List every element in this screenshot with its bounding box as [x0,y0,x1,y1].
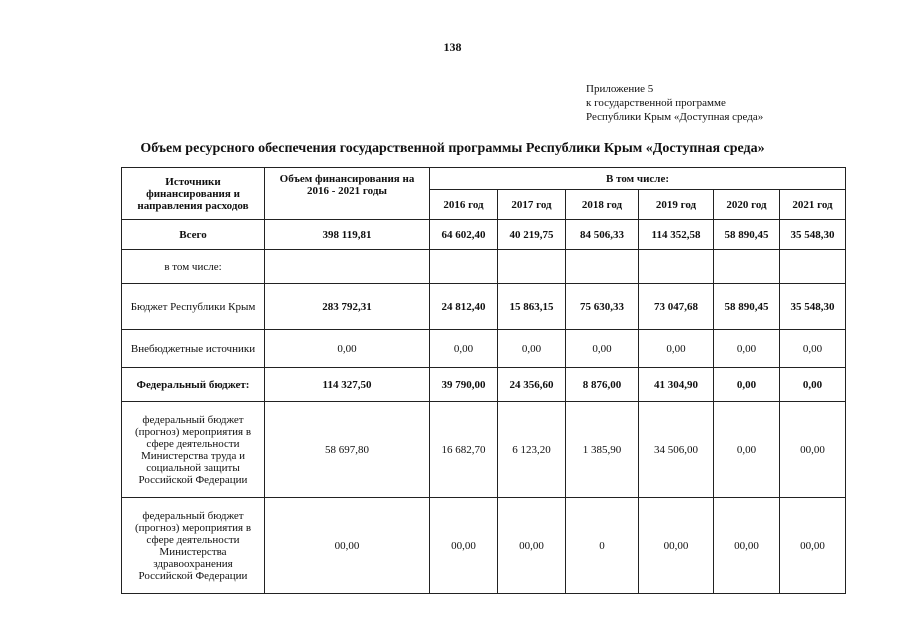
row-year-value: 0,00 [714,368,780,402]
row-year-value: 0,00 [780,368,846,402]
row-year-value: 24 356,60 [498,368,566,402]
table-row [122,250,846,284]
table-row [122,220,846,250]
row-year-value: 24 812,40 [430,284,498,330]
funding-table [121,167,846,594]
row-total [265,250,430,284]
row-year-value: 0,00 [430,330,498,368]
table-row [122,284,846,330]
row-label: Бюджет Республики Крым [122,284,265,330]
row-year-value: 40 219,75 [498,220,566,250]
row-label: Федеральный бюджет: [122,368,265,402]
row-total: 283 792,31 [265,284,430,330]
header-year: 2018 год [566,190,639,220]
row-year-value: 00,00 [639,498,714,594]
row-year-value: 8 876,00 [566,368,639,402]
row-label: в том числе: [122,250,265,284]
table-row [122,498,846,594]
row-year-value: 41 304,90 [639,368,714,402]
row-year-value [714,250,780,284]
header-year: 2020 год [714,190,780,220]
page-number: 138 [443,40,462,54]
row-year-value: 0,00 [566,330,639,368]
row-label: Всего [122,220,265,250]
row-year-value: 35 548,30 [780,284,846,330]
document-title: Объем ресурсного обеспечения государственной программы Республики Крым «Доступная среда» [140,141,765,156]
header-year: 2021 год [780,190,846,220]
row-year-value: 00,00 [430,498,498,594]
row-year-value: 00,00 [714,498,780,594]
appendix-line: к государственной программе [586,97,726,109]
row-label: Внебюджетные источники [122,330,265,368]
row-year-value: 0,00 [639,330,714,368]
header-source: Источники финансирования и направления расходов [122,168,265,220]
row-year-value: 1 385,90 [566,402,639,498]
table-row [122,330,846,368]
row-total: 58 697,80 [265,402,430,498]
row-year-value: 0,00 [714,402,780,498]
row-total: 398 119,81 [265,220,430,250]
row-year-value: 39 790,00 [430,368,498,402]
header-total: Объем финансирования на 2016 - 2021 годы [265,168,430,220]
row-year-value [498,250,566,284]
header-including: В том числе: [430,168,846,190]
row-year-value: 15 863,15 [498,284,566,330]
row-year-value: 6 123,20 [498,402,566,498]
appendix-note [586,82,763,124]
row-year-value: 114 352,58 [639,220,714,250]
row-year-value: 0,00 [714,330,780,368]
row-year-value: 35 548,30 [780,220,846,250]
appendix-line: Республики Крым «Доступная среда» [586,111,764,123]
row-year-value [639,250,714,284]
row-label: федеральный бюджет (прогноз) мероприятия в сфере деятельности Министерства здравоохранения Российской Федерации [122,498,265,594]
row-year-value: 00,00 [780,498,846,594]
header-year: 2016 год [430,190,498,220]
row-year-value: 00,00 [498,498,566,594]
row-year-value: 0,00 [780,330,846,368]
row-year-value: 75 630,33 [566,284,639,330]
row-year-value: 58 890,45 [714,220,780,250]
table-body [122,220,846,594]
row-year-value: 64 602,40 [430,220,498,250]
row-year-value: 0 [566,498,639,594]
row-year-value [780,250,846,284]
table-row [122,402,846,498]
row-year-value: 00,00 [780,402,846,498]
row-year-value: 16 682,70 [430,402,498,498]
row-total: 114 327,50 [265,368,430,402]
row-year-value: 73 047,68 [639,284,714,330]
row-year-value [430,250,498,284]
row-year-value [566,250,639,284]
row-year-value: 84 506,33 [566,220,639,250]
header-year: 2017 год [498,190,566,220]
table-row [122,368,846,402]
row-total: 0,00 [265,330,430,368]
row-year-value: 58 890,45 [714,284,780,330]
header-year: 2019 год [639,190,714,220]
row-year-value: 34 506,00 [639,402,714,498]
row-label: федеральный бюджет (прогноз) мероприятия в сфере деятельности Министерства труда и социальной защиты Российской Федерации [122,402,265,498]
appendix-line: Приложение 5 [586,83,654,95]
row-total: 00,00 [265,498,430,594]
row-year-value: 0,00 [498,330,566,368]
